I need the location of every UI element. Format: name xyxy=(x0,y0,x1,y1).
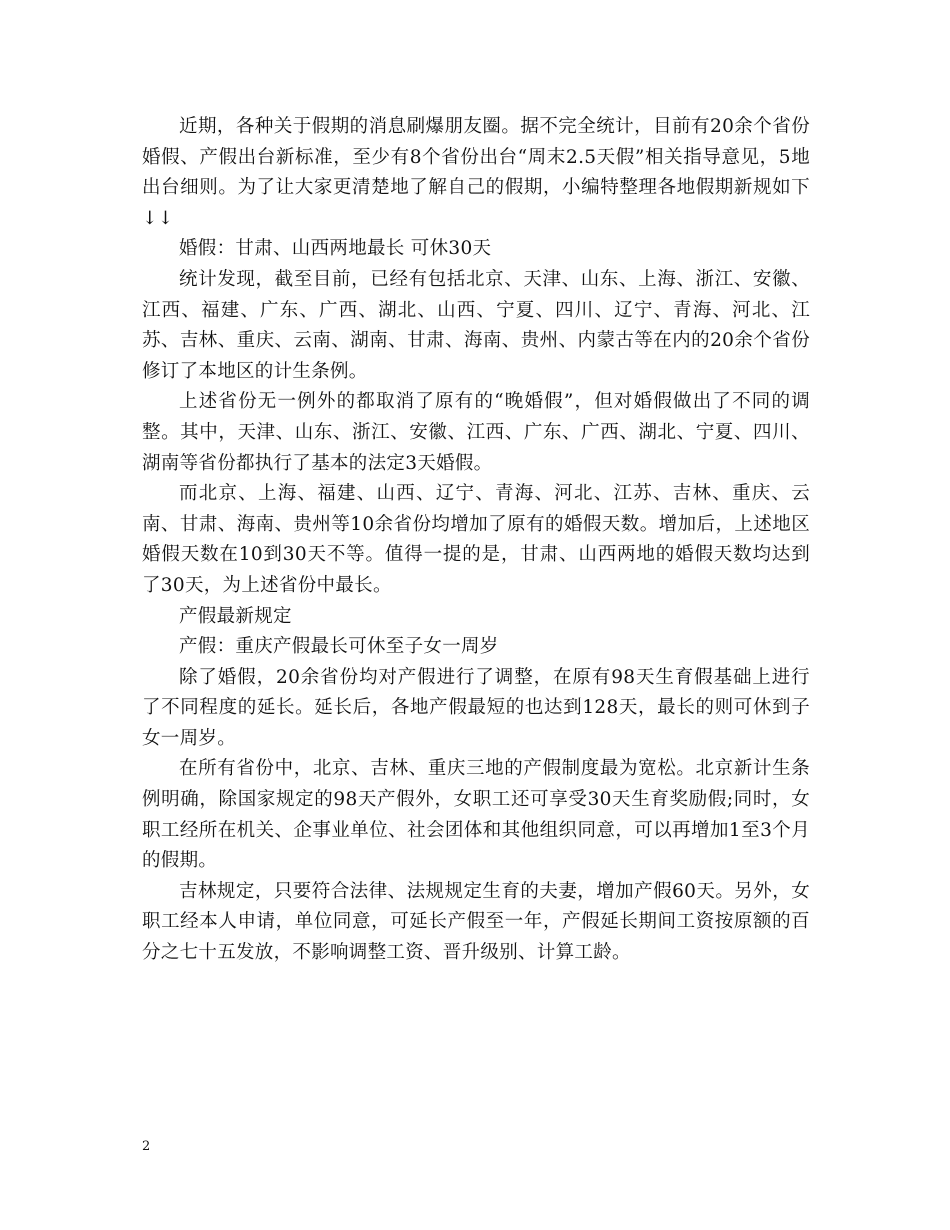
paragraph-intro: 近期，各种关于假期的消息刷爆朋友圈。据不完全统计，目前有20余个省份婚假、产假出台新标准，至少有8个省份出台“周末2.5天假”相关指导意见，5地出台细则。为了让大家更清楚地了解自己的假期，小编特整理各地假期新规如下↓↓ xyxy=(142,116,810,229)
paragraph-late-marriage-cancelled: 上述省份无一例外的都取消了原有的“晚婚假”，但对婚假做出了不同的调整。其中，天津、山东、浙江、安徽、江西、广东、广西、湖北、宁夏、四川、湖南等省份都执行了基本的法定3天婚假。 xyxy=(142,391,810,474)
paragraph-beijing-rules: 在所有省份中，北京、吉林、重庆三地的产假制度最为宽松。北京新计生条例明确，除国家规定的98天产假外，女职工还可享受30天生育奖励假;同时，女职工经所在机关、企事业单位、社会团体和其他组织同意，可以再增加1至3个月的假期。 xyxy=(142,758,810,872)
paragraph-jilin-rules: 吉林规定，只要符合法律、法规规定生育的夫妻，增加产假60天。另外，女职工经本人申请，单位同意，可延长产假至一年，产假延长期间工资按原额的百分之七十五发放，不影响调整工资、晋升级别、计算工龄。 xyxy=(142,880,810,964)
document-body xyxy=(142,112,810,969)
heading-marriage-leave: 婚假：甘肃、山西两地最长 可休30天 xyxy=(179,238,492,260)
paragraph-provinces-revised: 统计发现，截至目前，已经有包括北京、天津、山东、上海、浙江、安徽、江西、福建、广东、广西、湖北、山西、宁夏、四川、辽宁、青海、河北、江苏、吉林、重庆、云南、湖南、甘肃、海南、贵州、内蒙古等在内的20余个省份修订了本地区的计生条例。 xyxy=(142,268,810,382)
page-number: 2 xyxy=(142,1139,151,1154)
paragraph-maternity-extended: 除了婚假，20余省份均对产假进行了调整，在原有98天生育假基础上进行了不同程度的延长。延长后，各地产假最短的也达到128天，最长的则可休到子女一周岁。 xyxy=(142,666,810,749)
paragraph-marriage-days-increased: 而北京、上海、福建、山西、辽宁、青海、河北、江苏、吉林、重庆、云南、甘肃、海南、贵州等10余省份均增加了原有的婚假天数。增加后，上述地区婚假天数在10到30天不等。值得一提的是，甘肃、山西两地的婚假天数均达到了30天，为上述省份中最长。 xyxy=(142,483,810,596)
heading-maternity-rules: 产假最新规定 xyxy=(179,605,292,627)
heading-maternity-leave: 产假：重庆产假最长可休至子女一周岁 xyxy=(179,636,499,658)
